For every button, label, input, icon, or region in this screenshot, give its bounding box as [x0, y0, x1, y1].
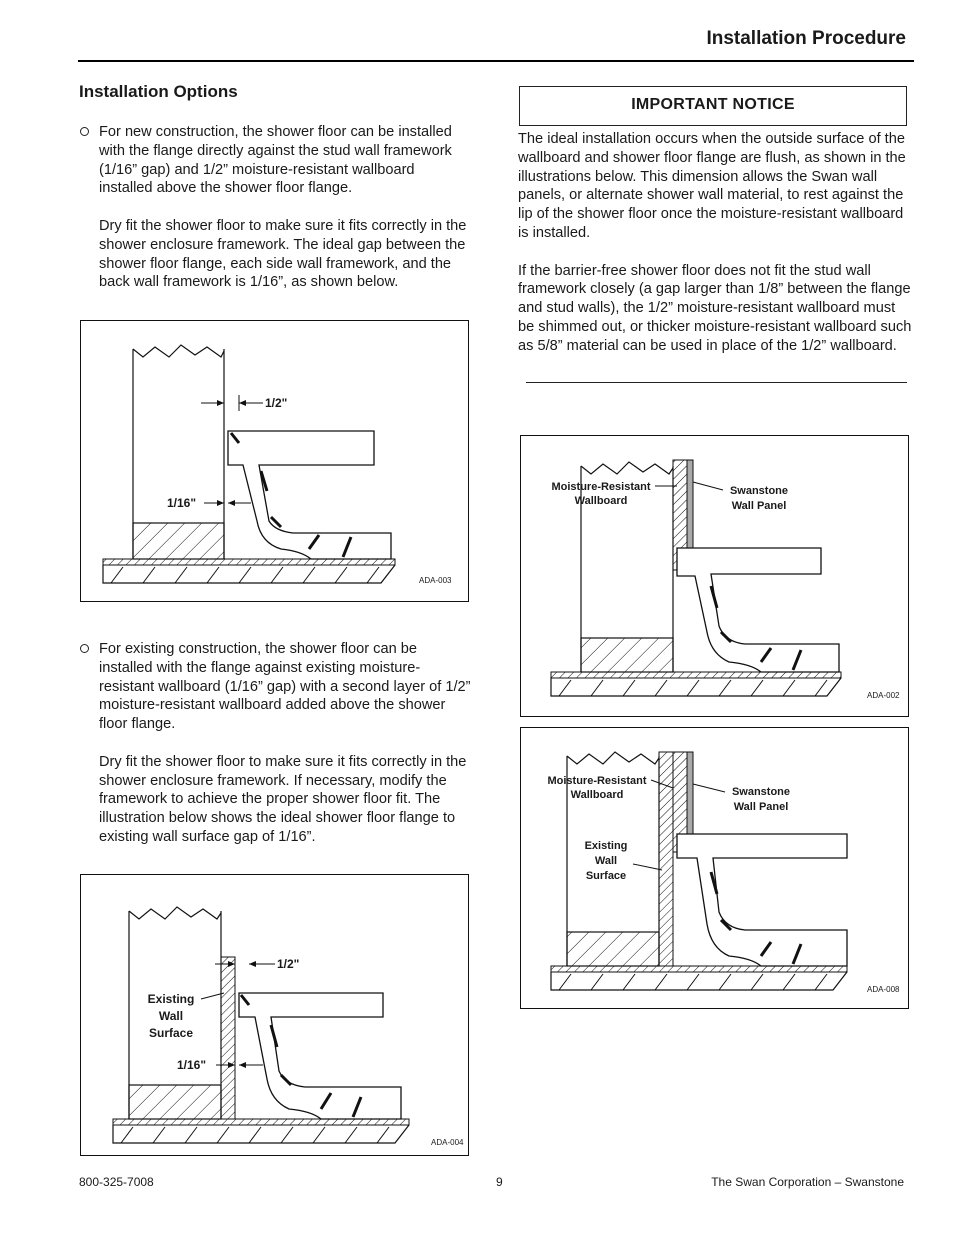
bullet-new-construction [80, 123, 472, 311]
label-wallboard: Moisture-Resistant [551, 481, 651, 493]
section-title: Installation Options [79, 82, 238, 101]
footer-phone: 800-325-7008 [79, 1175, 154, 1189]
dim-label: 1/16" [177, 1058, 207, 1072]
label-existing-wall: Surface [585, 870, 627, 882]
label-wallboard: Moisture-Resistant [547, 775, 647, 787]
divider [526, 382, 907, 383]
figure-code: ADA-008 [867, 985, 900, 994]
important-notice-title: IMPORTANT NOTICE [519, 86, 907, 126]
figure-ada-002 [520, 435, 909, 717]
paragraph: Dry fit the shower floor to make sure it fits correctly in the shower enclosure framework. If necessary, modify the framework to achieve the proper shower floor fit. The illustration below shows the ideal shower floor flange to existing wall surface gap of 1/16”. [99, 753, 467, 845]
bullet-existing-construction [80, 640, 472, 866]
label-existing-wall: Existing [147, 992, 195, 1006]
footer-company: The Swan Corporation – Swanstone [711, 1175, 904, 1189]
figure-ada-008 [520, 727, 909, 1009]
label-existing-wall: Surface [148, 1026, 194, 1040]
dim-label: 1/2" [277, 957, 300, 971]
dim-label: 1/16" [167, 496, 197, 510]
label-panel: Wall Panel [731, 500, 787, 512]
figure-code: ADA-002 [867, 691, 900, 700]
notice-body [518, 130, 912, 374]
paragraph: For new construction, the shower floor can be installed with the flange directly against the stud wall framework (1/16” gap) and 1/2” moisture-resistant wallboard installed above the shower floor flange. [99, 124, 452, 197]
label-wallboard: Wallboard [570, 789, 624, 801]
figure-ada-004 [80, 874, 469, 1156]
label-existing-wall: Wall [594, 855, 618, 867]
label-existing-wall: Wall [158, 1009, 184, 1023]
label-panel: Swanstone [729, 485, 789, 497]
page-title: Installation Procedure [706, 28, 906, 49]
paragraph: The ideal installation occurs when the outside surface of the wallboard and shower floor flange are flush, as shown in the illustrations below. This dimension allows the Swan wall panels, or alternate shower wall material, to rest against the lip of the shower floor once the moisture-resistant wallboard is installed. [518, 131, 906, 241]
paragraph: For existing construction, the shower floor can be installed with the flange against existing moisture-resistant wallboard (1/16” gap) with a second layer of 1/2” moisture-resistant wallboard added above the shower floor flange. [99, 641, 471, 733]
figure-ada-003 [80, 320, 469, 602]
paragraph: Dry fit the shower floor to make sure it fits correctly in the shower enclosure framework. The ideal gap between the shower floor flange, each side wall framework, and the back wall framework is 1/16”, as shown below. [99, 217, 467, 291]
figure-code: ADA-003 [419, 576, 452, 585]
dim-label: 1/2" [265, 396, 288, 410]
header-rule [78, 60, 914, 62]
bullet-icon [80, 644, 89, 653]
label-wallboard: Wallboard [574, 495, 628, 507]
label-panel: Wall Panel [733, 801, 789, 813]
bullet-icon [80, 127, 89, 136]
label-panel: Swanstone [731, 786, 791, 798]
figure-code: ADA-004 [431, 1138, 464, 1147]
label-existing-wall: Existing [584, 840, 628, 852]
paragraph: If the barrier-free shower floor does not fit the stud wall framework closely (a gap larger than 1/8” between the flange and stud walls), the 1/2” moisture-resistant wallboard must be shimmed out, or thicker moisture-resistant wallboard such as 5/8” material can be used in place of the 1/2” wallboard. [518, 262, 912, 354]
footer-page-number: 9 [496, 1175, 503, 1189]
